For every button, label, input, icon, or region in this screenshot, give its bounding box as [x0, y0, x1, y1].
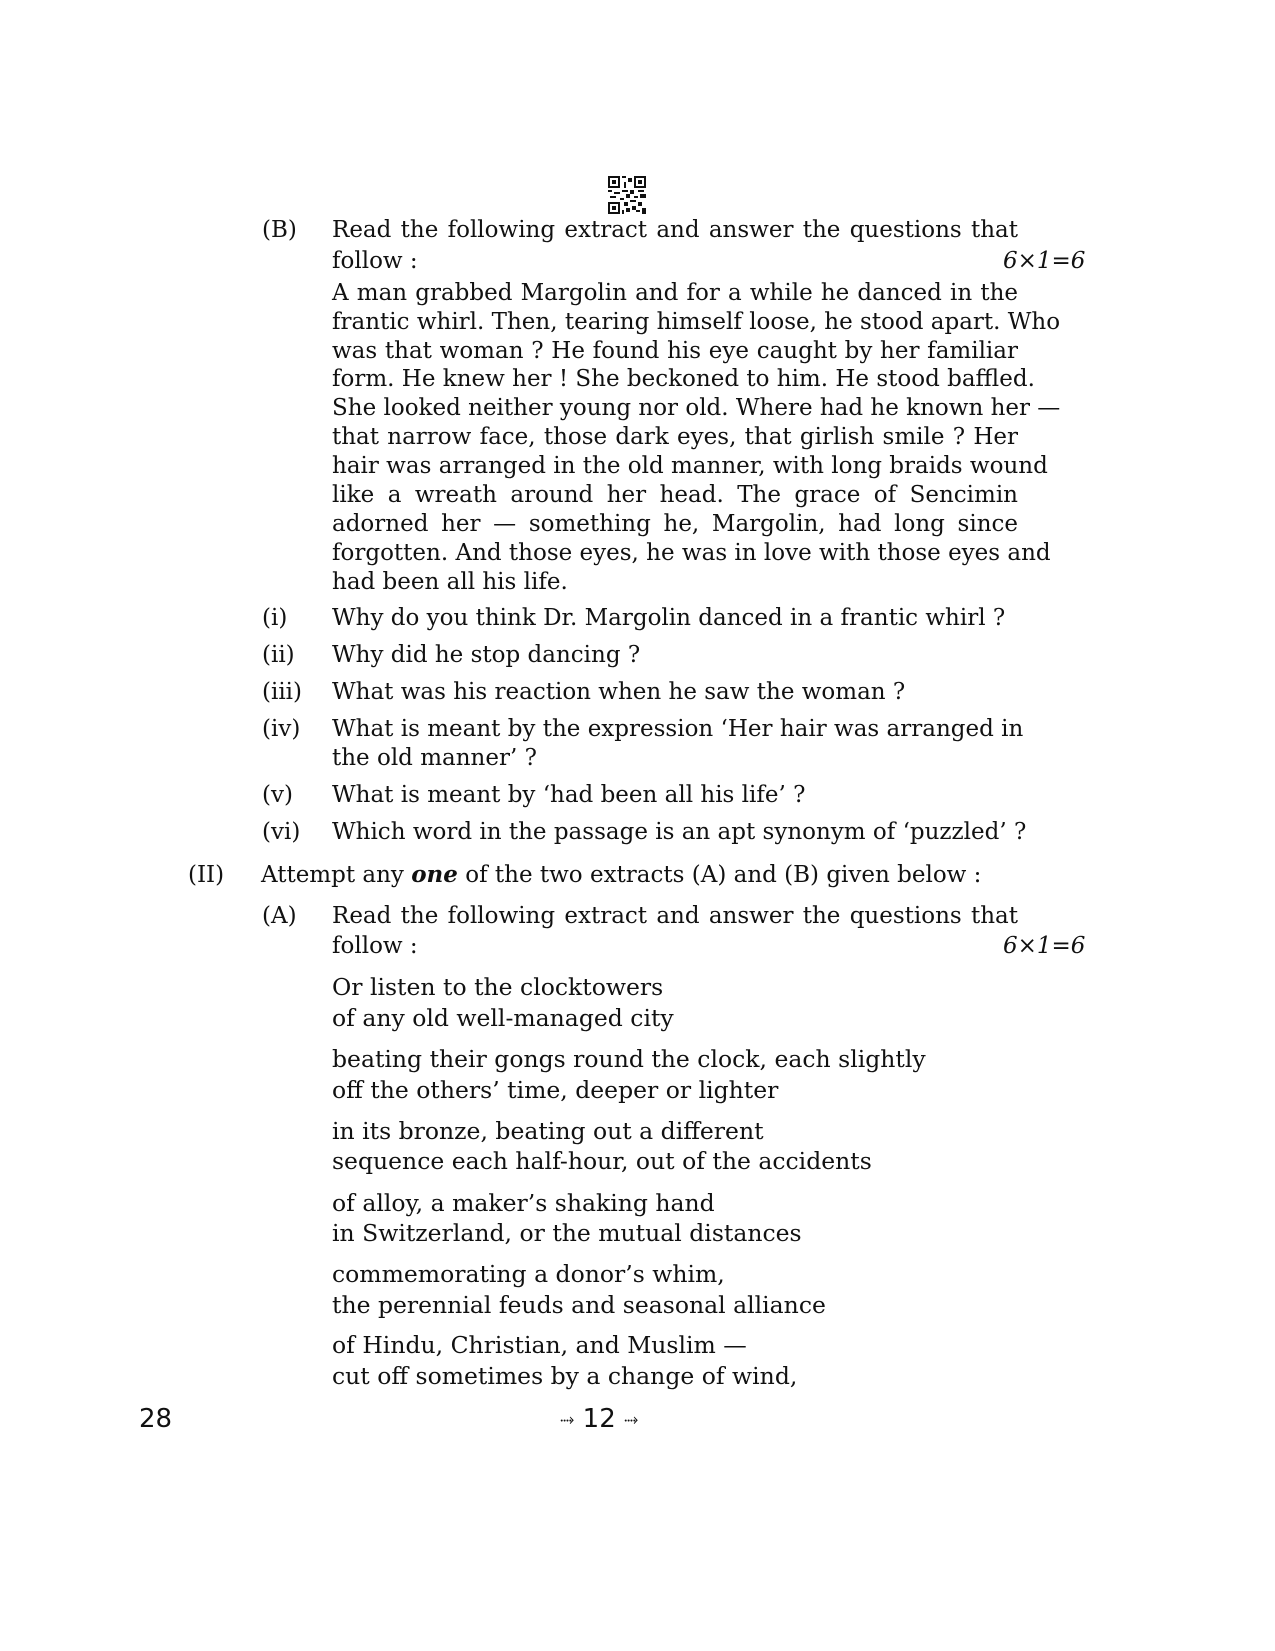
poem-line: off the others’ time, deeper or lighter [332, 1076, 779, 1104]
poem-line: sequence each half-hour, out of the accidents [332, 1147, 872, 1175]
question-text: What was his reaction when he saw the woman ? [332, 679, 906, 705]
poem-line: commemorating a donor’s whim, [332, 1260, 725, 1288]
poem-line: in Switzerland, or the mutual distances [332, 1219, 802, 1247]
question-text: the old manner’ ? [332, 745, 537, 771]
poem-line: Or listen to the clocktowers [332, 973, 664, 1001]
passage-line: A man grabbed Margolin and for a while he danced in the [332, 280, 1018, 306]
passage-line: form. He knew her ! She beckoned to him. He stood baffled. [332, 366, 1035, 392]
question-text: What is meant by ‘had been all his life’ ? [332, 782, 806, 808]
question-number: (iii) [262, 679, 303, 705]
arrow-right-icon: ⤑ [624, 1409, 639, 1430]
poem-line: the perennial feuds and seasonal alliance [332, 1291, 826, 1319]
page-code: 28 [139, 1404, 173, 1434]
passage-line: had been all his life. [332, 569, 568, 595]
section-ii-emphasis: one [411, 861, 458, 888]
passage-line: was that woman ? He found his eye caught by her familiar [332, 338, 1018, 364]
section-ii-label: (II) [188, 862, 225, 888]
question-text: Which word in the passage is an apt synonym of ‘puzzled’ ? [332, 819, 1027, 845]
section-a-instruction: follow : [332, 933, 418, 959]
section-a-marks: 6×1=6 [1003, 933, 1086, 959]
question-text: Why did he stop dancing ? [332, 642, 641, 668]
section-b-instruction: follow : [332, 248, 418, 274]
passage-line: hair was arranged in the old manner, with long braids wound [332, 453, 1048, 479]
passage-line: She looked neither young nor old. Where had he known her — [332, 395, 1061, 421]
section-a-label: (A) [262, 903, 297, 929]
arrow-right-icon: ⤑ [560, 1409, 575, 1430]
question-number: (ii) [262, 642, 295, 668]
section-ii-instruction: Attempt any one of the two extracts (A) and (B) given below : [261, 861, 982, 888]
passage-line: forgotten. And those eyes, he was in love with those eyes and [332, 540, 1051, 566]
passage-line: frantic whirl. Then, tearing himself loose, he stood apart. Who [332, 309, 1061, 335]
section-b-instruction: Read the following extract and answer the questions that [332, 217, 1018, 243]
poem-line: of Hindu, Christian, and Muslim — [332, 1331, 747, 1359]
poem-line: in its bronze, beating out a different [332, 1117, 764, 1145]
poem-line: of alloy, a maker’s shaking hand [332, 1189, 715, 1217]
poem-line: beating their gongs round the clock, each slightly [332, 1045, 926, 1073]
passage-line: like a wreath around her head. The grace of Sencimin [332, 482, 1018, 508]
question-number: (v) [262, 782, 293, 808]
section-a-instruction: Read the following extract and answer the questions that [332, 903, 1018, 929]
question-text: Why do you think Dr. Margolin danced in a frantic whirl ? [332, 605, 1006, 631]
section-b-marks: 6×1=6 [1003, 248, 1086, 274]
question-number: (i) [262, 605, 288, 631]
passage-line: that narrow face, those dark eyes, that girlish smile ? Her [332, 424, 1018, 450]
passage-line: adorned her — something he, Margolin, had long since [332, 511, 1018, 537]
section-b-label: (B) [262, 217, 297, 243]
question-number: (iv) [262, 716, 301, 742]
question-text: What is meant by the expression ‘Her hair was arranged in [332, 716, 1024, 742]
qr-code-icon [608, 176, 646, 214]
poem-line: of any old well-managed city [332, 1004, 674, 1032]
poem-line: cut off sometimes by a change of wind, [332, 1362, 798, 1390]
page-number-footer [560, 1404, 638, 1434]
question-number: (vi) [262, 819, 301, 845]
page-number: 12 [582, 1404, 616, 1434]
